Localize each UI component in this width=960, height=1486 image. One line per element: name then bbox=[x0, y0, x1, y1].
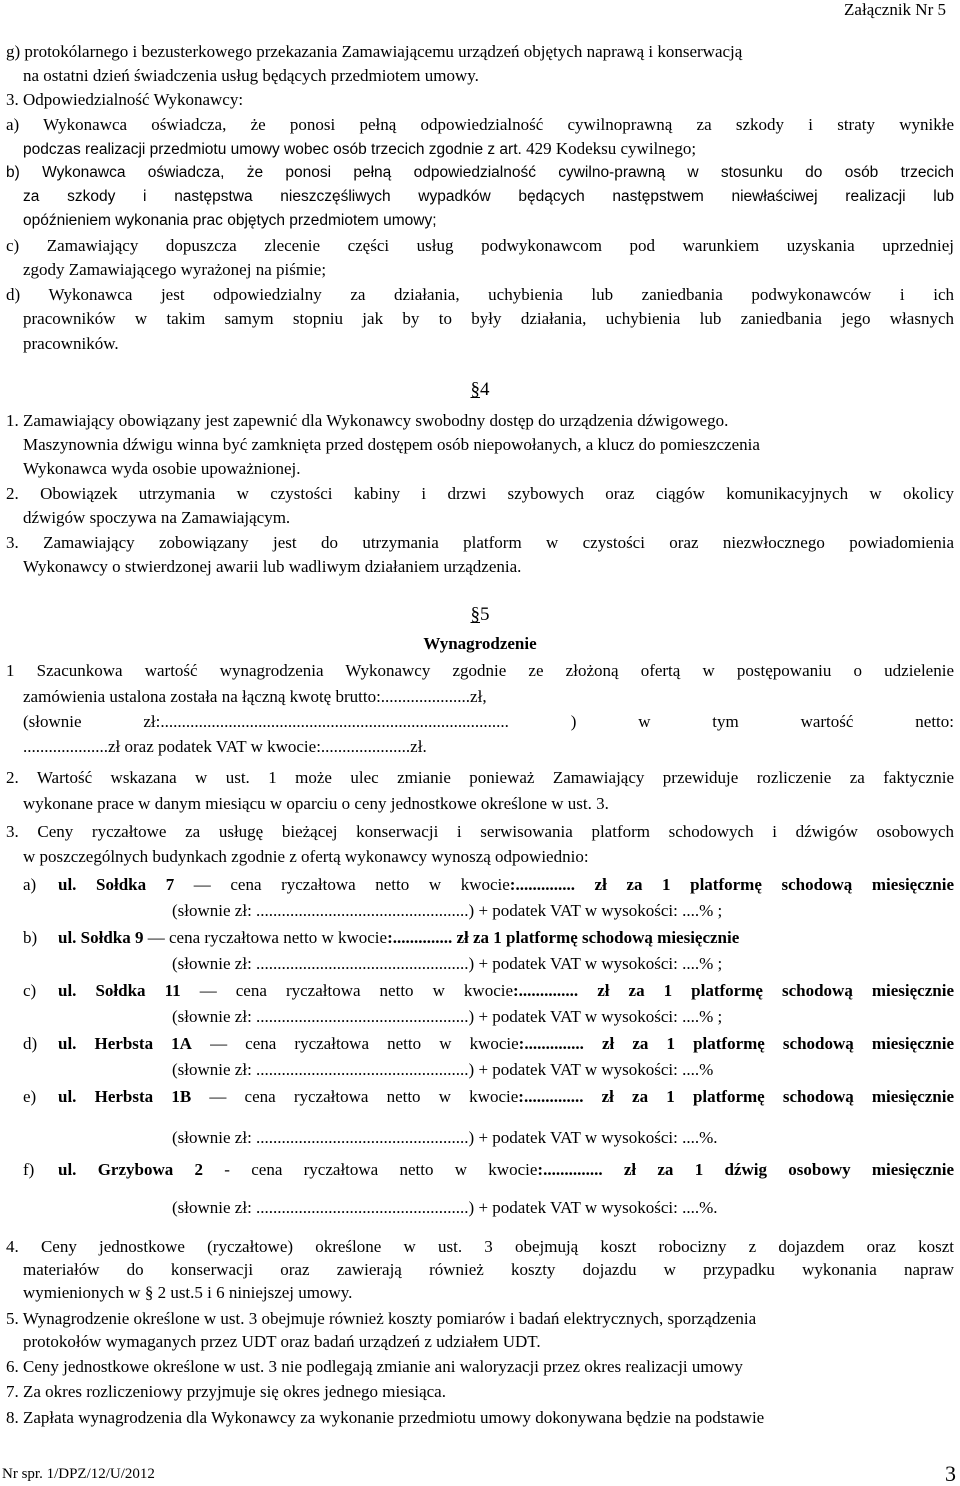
item-text: - cena ryczałtowa netto w kwocie bbox=[203, 1160, 538, 1179]
item-text: — cena ryczałtowa netto w kwocie bbox=[191, 1034, 519, 1053]
section-heading: 3. Odpowiedzialność Wykonawcy: bbox=[6, 90, 244, 109]
text-line: 2. Obowiązek utrzymania w czystości kabiny i drzwi szybowych oraz ciągów komunikacyjnych w okolicy bbox=[6, 484, 954, 503]
section-5-title: Wynagrodzenie bbox=[423, 634, 537, 653]
section-4-heading: §4 bbox=[470, 379, 490, 400]
text-line: 1. Zamawiający obowiązany jest zapewnić dla Wykonawcy swobodny dostęp do urządzenia dźwigowego. bbox=[6, 411, 729, 430]
item-text: — cena ryczałtowa netto w kwocie bbox=[143, 928, 388, 947]
text-line: ....................zł oraz podatek VAT w kwocie:.....................zł. bbox=[23, 737, 427, 756]
item-text: — cena ryczałtowa netto w kwocie bbox=[174, 875, 510, 894]
text-line: dźwigów spoczywa na Zamawiającym. bbox=[23, 508, 291, 527]
text-line: zgody Zamawiającego wyrażonej na piśmie; bbox=[23, 260, 327, 279]
text-line: 7. Za okres rozliczeniowy przyjmuje się okres jednego miesiąca. bbox=[6, 1382, 446, 1401]
item-address: ul. Herbsta 1A bbox=[58, 1034, 192, 1053]
item-line bbox=[58, 979, 954, 1003]
item-letter: e) bbox=[23, 1087, 37, 1106]
item-line bbox=[58, 926, 739, 950]
text-line: w poszczególnych budynkach zgodnie z ofertą wykonawcy wynoszą odpowiednio: bbox=[23, 847, 589, 866]
text-span: podczas realizacji przedmiotu umowy wobec osób trzecich zgodnie z art. bbox=[23, 141, 522, 158]
item-address: ul. Herbsta 1B bbox=[58, 1087, 192, 1106]
item-line bbox=[58, 1032, 954, 1056]
section-number: 4 bbox=[480, 379, 490, 400]
text-line: c) Zamawiający dopuszcza zlecenie części usług podwykonawcom pod warunkiem uzyskania uprzedniej bbox=[6, 236, 954, 255]
text-line: zamówienia ustalona została na łączną kwotę brutto:.....................zł, bbox=[23, 687, 487, 706]
item-slownie: (słownie zł: ..................................................) + podatek VAT w wysokości: ....% ; bbox=[172, 954, 723, 973]
text-line: Wykonawcy o stwierdzonej awarii lub wadliwym działaniem urządzenia. bbox=[23, 557, 522, 576]
text-line: pracowników. bbox=[23, 334, 119, 353]
text-line: (słownie zł:.................................................................................. ) w tym wartość netto: bbox=[23, 712, 954, 731]
text-line: g) protokólarnego i bezusterkowego przekazania Zamawiającemu urządzeń objętych naprawą i konserwacją bbox=[6, 42, 743, 61]
item-price: :.............. zł za 1 platformę schodową miesięcznie bbox=[509, 875, 955, 894]
section-5-heading: §5 bbox=[470, 604, 490, 625]
text-line: 4. Ceny jednostkowe (ryczałtowe) określone w ust. 3 obejmują koszt robocizny z dojazdem oraz koszt bbox=[6, 1237, 954, 1256]
item-slownie: (słownie zł: ..................................................) + podatek VAT w wysokości: ....% ; bbox=[172, 1007, 723, 1026]
text-line: wykonane prace w danym miesiącu w oparciu o ceny jednostkowe określone w ust. 3. bbox=[23, 794, 609, 813]
item-text: — cena ryczałtowa netto w kwocie bbox=[191, 1087, 519, 1106]
text-line: 2. Wartość wskazana w ust. 1 może ulec zmianie ponieważ Zamawiający przewiduje rozliczenie za faktycznie bbox=[6, 768, 954, 787]
item-slownie: (słownie zł: ..................................................) + podatek VAT w wysokości: ....% bbox=[172, 1060, 714, 1079]
item-slownie: (słownie zł: ..................................................) + podatek VAT w wysokości: ....%. bbox=[172, 1198, 718, 1217]
item-slownie: (słownie zł: ..................................................) + podatek VAT w wysokości: ....%. bbox=[172, 1128, 718, 1147]
page-number: 3 bbox=[945, 1461, 956, 1486]
item-price: :.............. zł za 1 platformę schodową miesięcznie bbox=[513, 981, 954, 1000]
text-line: wymienionych w § 2 ust.5 i 6 niniejszej umowy. bbox=[23, 1283, 353, 1302]
item-line bbox=[58, 873, 954, 897]
attachment-label: Załącznik Nr 5 bbox=[844, 0, 946, 19]
item-letter: f) bbox=[23, 1160, 35, 1179]
item-address: ul. Grzybowa 2 bbox=[58, 1160, 204, 1179]
text-line: 3. Ceny ryczałtowe za usługę bieżącej konserwacji i serwisowania platform schodowych i dźwigów osobowych bbox=[6, 822, 954, 841]
item-letter: b) bbox=[23, 928, 38, 947]
footer-reference: Nr spr. 1/DPZ/12/U/2012 bbox=[2, 1466, 155, 1482]
text-line: 1 Szacunkowa wartość wynagrodzenia Wykonawcy zgodnie ze złożoną ofertą w postępowaniu o udzielenie bbox=[6, 661, 954, 680]
text-line: pracowników w takim samym stopniu jak by to były działania, uchybienia lub zaniedbania jego własnych bbox=[23, 309, 954, 328]
text-line: 5. Wynagrodzenie określone w ust. 3 obejmuje również koszty pomiarów i badań elektrycznych, sporządzenia bbox=[6, 1309, 757, 1328]
text-line: Maszynownia dźwigu winna być zamknięta przed dostępem osób niepowołanych, a klucz do pomieszczenia bbox=[23, 435, 760, 454]
text-line: materiałów do konserwacji oraz zawierają również koszty dojazdu w przypadku wykonania napraw bbox=[23, 1260, 954, 1279]
text-line: 3. Zamawiający zobowiązany jest do utrzymania platform w czystości oraz niezwłocznego powiadomienia bbox=[6, 533, 954, 552]
item-address: ul. Sołdka 11 bbox=[58, 981, 181, 1000]
text-line: a) Wykonawca oświadcza, że ponosi pełną odpowiedzialność cywilnoprawną za szkody i straty wynikłe bbox=[6, 115, 954, 134]
text-line: 6. Ceny jednostkowe określone w ust. 3 nie podlegają zmianie ani waloryzacji przez okres realizacji umowy bbox=[6, 1357, 743, 1376]
text-line: Wykonawca wyda osobie upoważnionej. bbox=[23, 459, 301, 478]
item-letter: d) bbox=[23, 1034, 38, 1053]
item-line bbox=[58, 1085, 954, 1109]
item-text: — cena ryczałtowa netto w kwocie bbox=[180, 981, 514, 1000]
item-price: :.............. zł za 1 dźwig osobowy miesięcznie bbox=[537, 1160, 954, 1179]
text-line: protokołów wymaganych przez UDT oraz badań urządzeń z udziałem UDT. bbox=[23, 1332, 541, 1351]
text-span: 429 Kodeksu cywilnego; bbox=[521, 139, 697, 158]
item-letter: a) bbox=[23, 875, 37, 894]
item-price: :.............. zł za 1 platformę schodową miesięcznie bbox=[518, 1087, 955, 1106]
section-number: 5 bbox=[480, 604, 490, 625]
item-price: :.............. zł za 1 platformę schodową miesięcznie bbox=[518, 1034, 955, 1053]
text-line: za szkody i następstwa nieszczęśliwych wypadków będących następstwem niewłaściwej realizacji lub bbox=[23, 188, 954, 205]
text-line: opóźnieniem wykonania prac objętych przedmiotem umowy; bbox=[23, 212, 437, 229]
text-line bbox=[23, 137, 696, 162]
item-price: :.............. zł za 1 platformę schodową miesięcznie bbox=[387, 928, 740, 947]
text-line: d) Wykonawca jest odpowiedzialny za działania, uchybienia lub zaniedbania podwykonawców i ich bbox=[6, 285, 954, 304]
item-slownie: (słownie zł: ..................................................) + podatek VAT w wysokości: ....% ; bbox=[172, 901, 723, 920]
item-address: ul. Sołdka 7 bbox=[58, 875, 175, 894]
text-line: 8. Zapłata wynagrodzenia dla Wykonawcy za wykonanie przedmiotu umowy dokonywana będzie na podstawie bbox=[6, 1408, 765, 1427]
text-line: na ostatni dzień świadczenia usług będących przedmiotem umowy. bbox=[23, 66, 479, 85]
item-letter: c) bbox=[23, 981, 37, 1000]
item-address: ul. Sołdka 9 bbox=[58, 928, 144, 947]
text-line: b) Wykonawca oświadcza, że ponosi pełną odpowiedzialność cywilno-prawną w stosunku do osób trzecich bbox=[6, 164, 954, 181]
item-line bbox=[58, 1158, 954, 1182]
